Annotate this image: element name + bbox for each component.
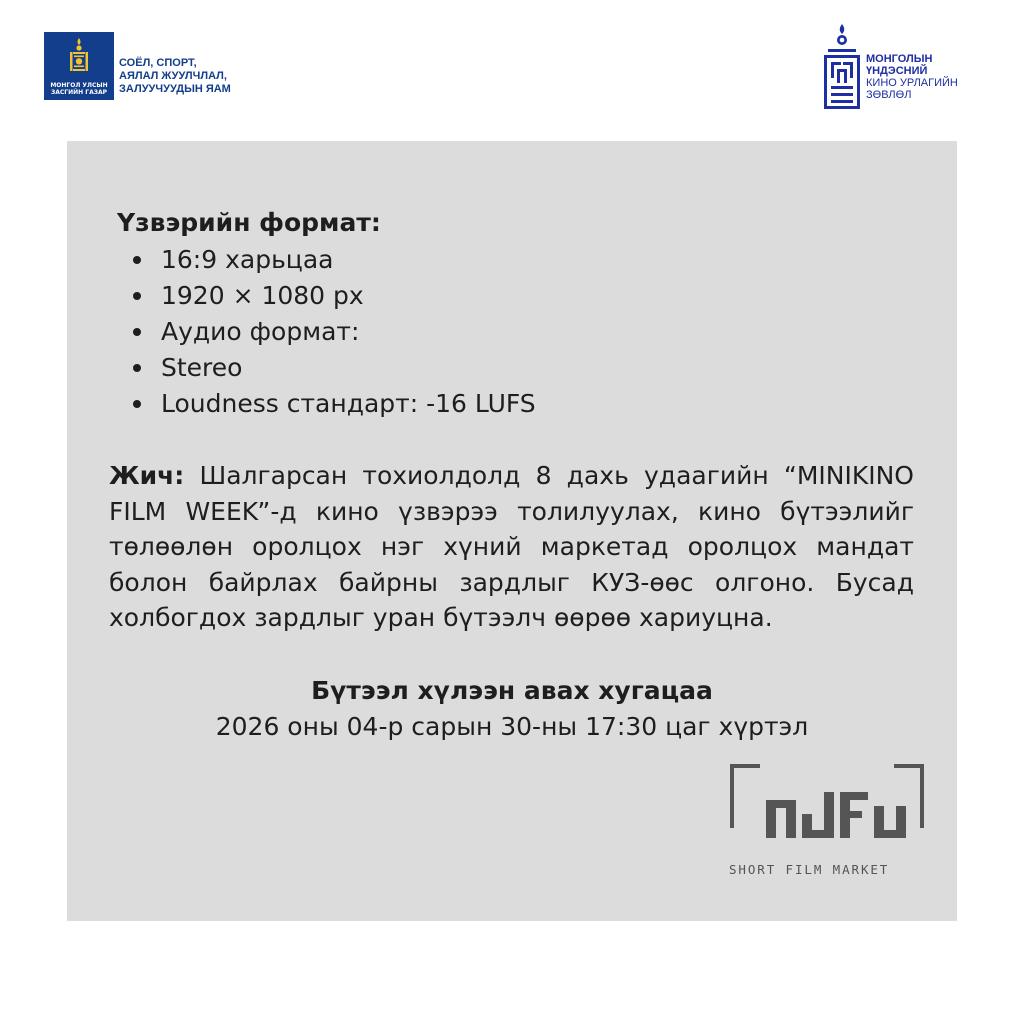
short-film-market-logo — [728, 762, 926, 856]
deadline-text: 2026 оны 04-р сарын 30-ны 17:30 цаг хүртэл — [215, 712, 809, 741]
ministry-name-line: АЯЛАЛ ЖУУЛЧЛАЛ, — [119, 69, 227, 82]
format-title: Үзвэрийн формат: — [117, 208, 381, 237]
bullet-icon — [133, 292, 141, 300]
note-paragraph — [109, 458, 914, 636]
list-item — [127, 350, 536, 386]
format-item-text: Stereo — [161, 353, 243, 382]
ministry-logo — [44, 32, 231, 100]
film-council-name — [866, 53, 958, 101]
government-emblem — [44, 32, 114, 100]
short-film-market-caption: SHORT FILM MARKET — [729, 862, 890, 877]
ministry-name-line: СОЁЛ, СПОРТ, — [119, 56, 197, 69]
council-name-line: ЗӨВЛӨЛ — [866, 89, 912, 101]
list-item — [127, 314, 536, 350]
note-text: Шалгарсан тохиолдолд 8 дахь удаагийн “MINIKINO FILM WEEK”-д кино үзвэрээ толилуулах, кино бүтээлийг төлөөлөн оролцох нэг хүний маркетад оролцох мандат болон байрлах байрны зардлыг КУЗ-өөс олгоно. Бусад холбогдох зардлыг уран бүтээлч өөрөө хариуцна. — [109, 461, 914, 632]
bullet-icon — [133, 328, 141, 336]
bullet-icon — [133, 400, 141, 408]
bullet-icon — [133, 364, 141, 372]
format-item-text: 16:9 харьцаа — [161, 245, 334, 274]
emblem-caption-line: МОНГОЛ УЛСЫН — [50, 82, 108, 89]
list-item — [127, 242, 536, 278]
soyombo-icon — [68, 38, 90, 72]
ministry-name-line: ЗАЛУУЧУУДЫН ЯАМ — [119, 82, 231, 95]
format-item-text: Loudness стандарт: -16 LUFS — [161, 389, 536, 418]
format-item-text: Аудио формат: — [161, 317, 360, 346]
council-name-line: ҮНДЭСНИЙ — [866, 65, 928, 77]
council-name-line: КИНО УРЛАГИЙН — [866, 77, 958, 89]
ministry-name — [119, 57, 231, 96]
film-council-emblem-icon — [822, 24, 862, 112]
format-list — [127, 242, 536, 422]
short-film-market-logo-icon — [728, 762, 926, 856]
note-label: Жич: — [109, 461, 185, 490]
list-item — [127, 278, 536, 314]
list-item — [127, 386, 536, 422]
council-name-line: МОНГОЛЫН — [866, 53, 933, 65]
film-council-logo — [822, 24, 958, 112]
emblem-caption-line: ЗАСГИЙН ГАЗАР — [50, 89, 108, 96]
deadline-title: Бүтээл хүлээн авах хугацаа — [311, 676, 713, 705]
bullet-icon — [133, 256, 141, 264]
format-item-text: 1920 × 1080 px — [161, 281, 364, 310]
